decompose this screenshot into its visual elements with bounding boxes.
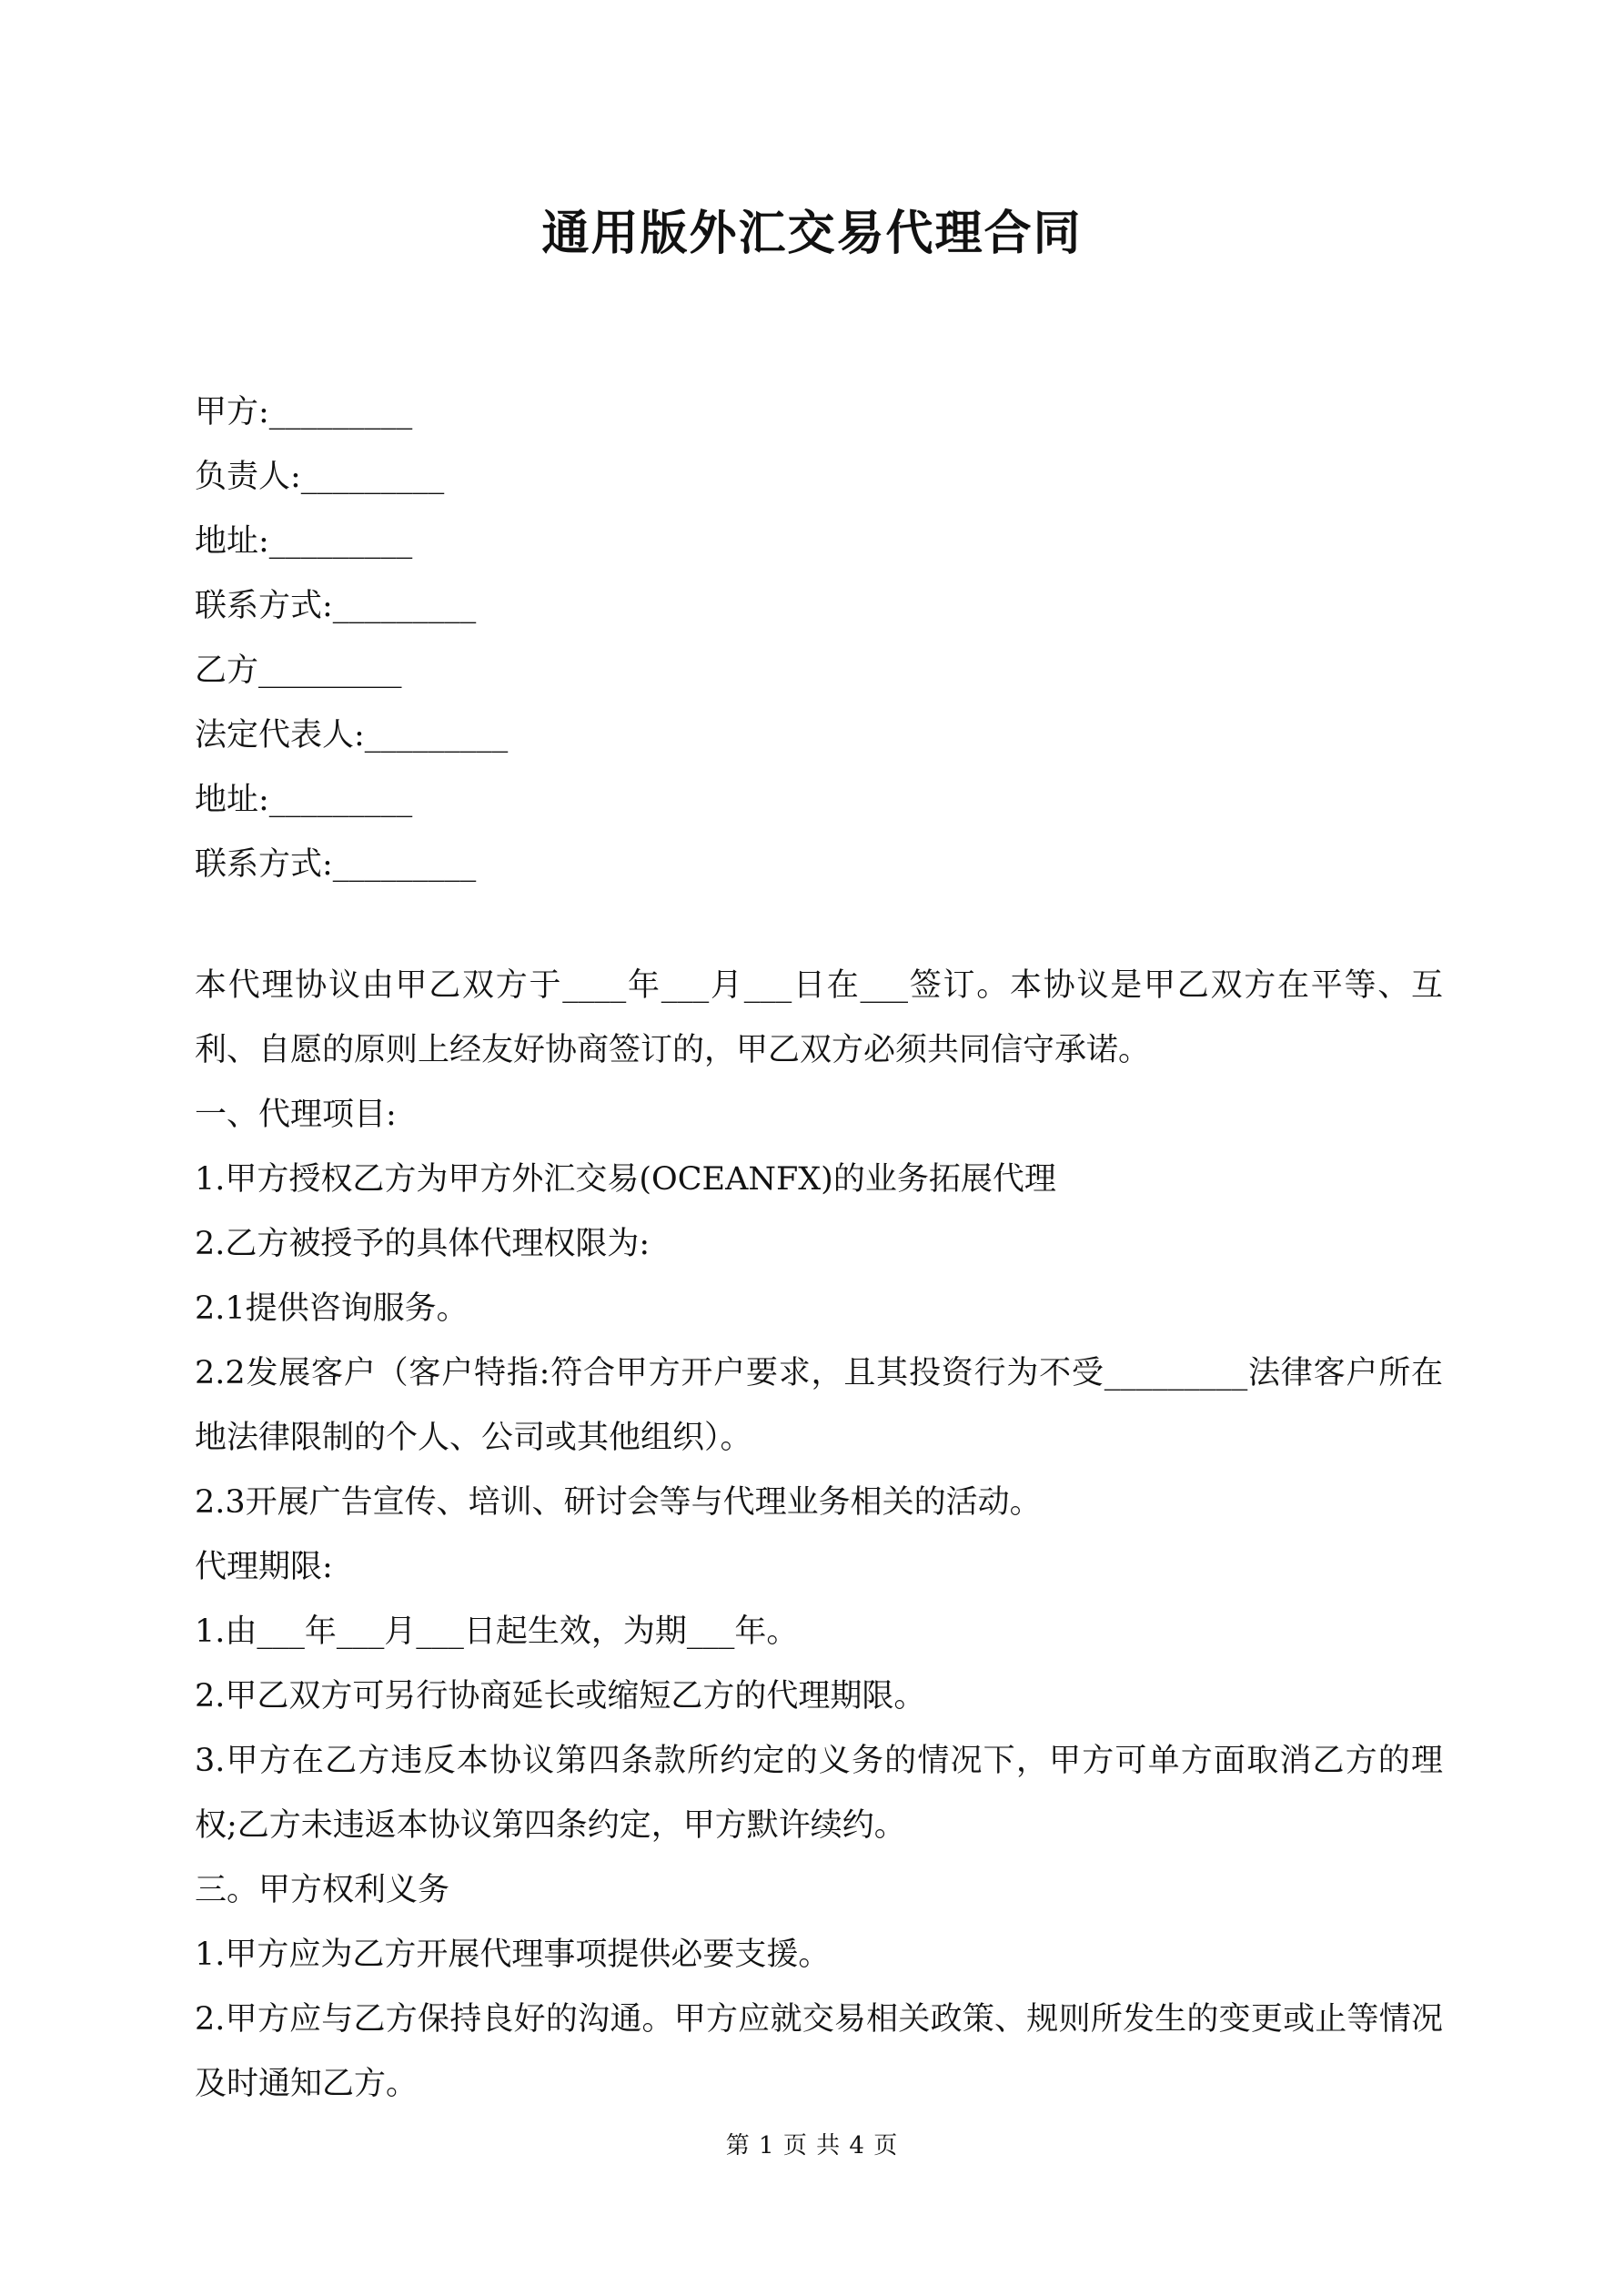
page-footer: 第 1 页 共 4 页 xyxy=(725,2132,899,2159)
section-heading: 代理期限: xyxy=(195,1549,333,1585)
clause: 2.甲乙双方可另行协商延长或缩短乙方的代理期限。 xyxy=(195,1678,926,1714)
party-a-responsible-line: 负责人:_________ xyxy=(195,459,445,495)
party-a-contact-line: 联系方式:_________ xyxy=(195,588,477,624)
contract-body xyxy=(195,954,1443,2117)
party-b-line: 乙方_________ xyxy=(195,652,402,689)
intro-paragraph: 本代理协议由甲乙双方于____年___月___日在___签订。本协议是甲乙双方在平等、互利、自愿的原则上经友好协商签订的，甲乙双方必须共同信守承诺。 xyxy=(195,967,1443,1068)
party-b-contact-line: 联系方式:_________ xyxy=(195,846,477,883)
party-a-line: 甲方:_________ xyxy=(195,394,413,430)
clause: 1.由___年___月___日起生效，为期___年。 xyxy=(195,1613,799,1650)
clause: 2.2发展客户（客户特指:符合甲方开户要求，且其投资行为不受_________法律客户所在地法律限制的个人、公司或其他组织）。 xyxy=(195,1355,1443,1456)
clause: 2.3开展广告宣传、培训、研讨会等与代理业务相关的活动。 xyxy=(195,1484,1042,1521)
clause: 1.甲方授权乙方为甲方外汇交易(OCEANFX)的业务拓展代理 xyxy=(195,1161,1056,1198)
clause: 2.1提供咨询服务。 xyxy=(195,1290,469,1327)
party-b-address-line: 地址:_________ xyxy=(195,782,413,818)
clause: 2.甲方应与乙方保持良好的沟通。甲方应就交易相关政策、规则所发生的变更或止等情况及时通知乙方。 xyxy=(195,2001,1443,2102)
section-heading: 一、代理项目: xyxy=(195,1097,397,1133)
party-info-block xyxy=(195,380,1468,897)
party-a-address-line: 地址:_________ xyxy=(195,523,413,560)
clause: 3.甲方在乙方违反本协议第四条款所约定的义务的情况下，甲方可单方面取消乙方的理权;乙方未违返本协议第四条约定，甲方默许续约。 xyxy=(195,1743,1443,1844)
document-title: 通用版外汇交易代理合同 xyxy=(541,206,1083,261)
section-heading: 三。甲方权利义务 xyxy=(195,1872,450,1908)
clause: 2.乙方被授予的具体代理权限为: xyxy=(195,1226,651,1262)
party-b-legal-rep-line: 法定代表人:_________ xyxy=(195,717,509,754)
clause: 1.甲方应为乙方开展代理事项提供必要支援。 xyxy=(195,1937,831,1973)
